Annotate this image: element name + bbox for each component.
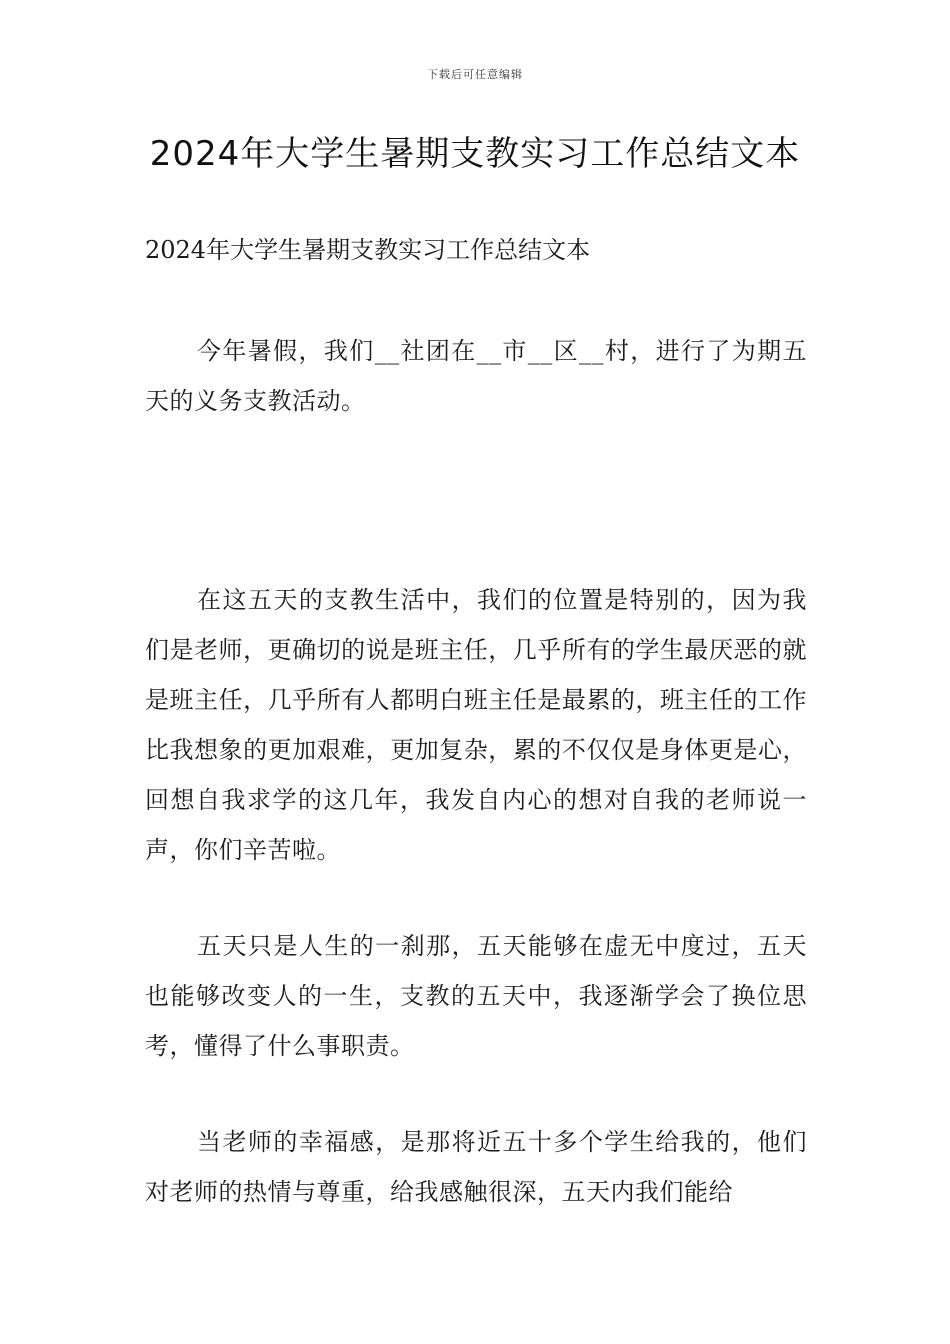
page-header-note: 下载后可任意编辑 [427, 68, 523, 81]
paragraph: 五天只是人生的一刹那，五天能够在虚无中度过，五天也能够改变人的一生，支教的五天中，我逐渐学会了换位思考，懂得了什么事职责。 [145, 932, 807, 1060]
paragraph: 今年暑假，我们__社团在__市__区__村，进行了为期五天的义务支教活动。 [145, 337, 807, 415]
document-title: 2024年大学生暑期支教实习工作总结文本 [149, 134, 801, 174]
paragraph: 在这五天的支教生活中，我们的位置是特别的，因为我们是老师，更确切的说是班主任，几乎所有的学生最厌恶的就是班主任，几乎所有人都明白班主任是最累的，班主任的工作比我想象的更加艰难，更加复杂，累的不仅仅是身体更是心，回想自我求学的这几年，我发自内心的想对自我的老师说一声，你们辛苦啦。 [145, 586, 807, 864]
paragraph: 当老师的幸福感，是那将近五十多个学生给我的，他们对老师的热情与尊重，给我感触很深，五天内我们能给 [145, 1128, 807, 1206]
document-subtitle: 2024年大学生暑期支教实习工作总结文本 [145, 236, 591, 264]
